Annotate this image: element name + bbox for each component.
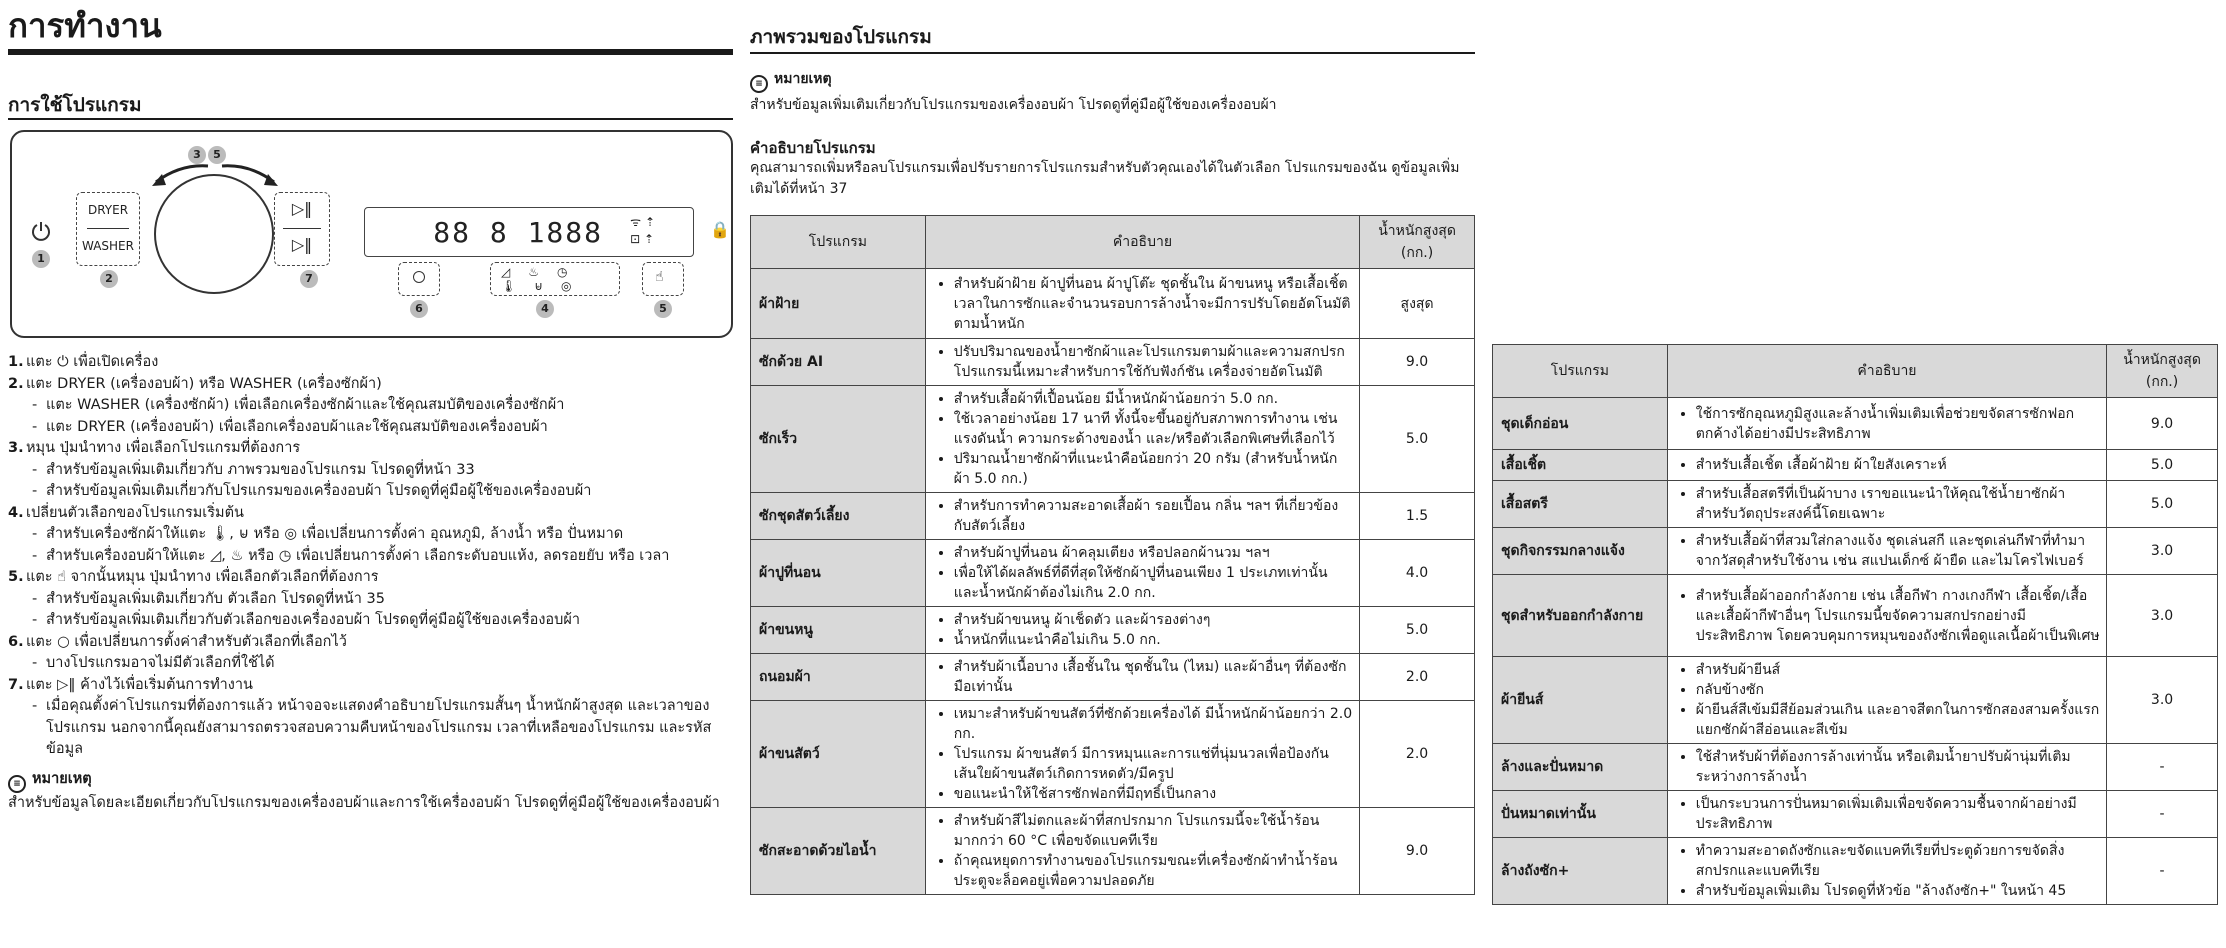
program-description-text: คุณสามารถเพิ่มหรือลบโปรแกรมเพื่อปรับรายการโปรแกรมสำหรับตัวคุณเองได้ในตัวเลือก โปรแกรมของฉัน ดูข้อมูลเพิ่มเติมได้ที่หน้า 37: [750, 160, 1460, 197]
program-description: [925, 808, 1359, 895]
section-title: การใช้โปรแกรม: [8, 94, 142, 116]
max-weight: 5.0: [1360, 386, 1475, 493]
description-item: • สำหรับเสื้อเชิ้ต เสื้อผ้าฝ้าย ผ้าใยสังเคราะห์: [1696, 455, 2100, 475]
program-table-1-body: [751, 269, 1475, 895]
header-program: โปรแกรม: [751, 216, 926, 269]
callout-6: 6: [410, 300, 428, 318]
table-row: [1493, 481, 2218, 528]
table-row: [1493, 657, 2218, 744]
description-item: • ปริมาณน้ำยาซักผ้าที่แนะนำคือน้อยกว่า 20 กรัม (สำหรับน้ำหนักผ้า 5.0 กก.): [954, 449, 1353, 489]
start-pause-icon-dryer: ▷‖: [291, 235, 313, 254]
max-weight: 9.0: [1360, 808, 1475, 895]
callout-5: 5: [654, 300, 672, 318]
start-pause-icon-washer: ▷‖: [291, 199, 313, 218]
step-num: 2.: [8, 375, 24, 392]
callout-4: 4: [536, 300, 554, 318]
program-overview-title: ภาพรวมของโปรแกรม: [750, 26, 932, 48]
selector-divider: [87, 228, 129, 229]
max-weight: 4.0: [1360, 540, 1475, 607]
step-text: เปลี่ยนตัวเลือกของโปรแกรมเริ่มต้น: [26, 504, 244, 521]
description-item: • สำหรับผ้าเนื้อบาง เสื้อชั้นใน ชุดชั้นใน (ไหม) และผ้าอื่นๆ ที่ต้องซักมือเท่านั้น: [954, 657, 1353, 697]
program-description: [925, 540, 1359, 607]
program-name: ผ้าขนสัตว์: [751, 701, 926, 808]
max-weight: 1.5: [1360, 493, 1475, 540]
table-row: [1493, 838, 2218, 905]
mid-note-heading: [750, 68, 832, 93]
step-3: [8, 438, 733, 460]
step-num: 3.: [8, 440, 24, 456]
step-text: แตะ ▷‖ ค้างไว้เพื่อเริ่มต้นการทำงาน: [26, 676, 253, 693]
max-weight: 5.0: [1360, 607, 1475, 654]
program-description: [1667, 744, 2106, 791]
description-item: • สำหรับผ้าฝ้าย ผ้าปูที่นอน ผ้าปูโต๊ะ ชุดชั้นใน ผ้าขนหนู หรือเสื้อเชิ้ต เวลาในการซักและจำนวนรอบการล้างน้ำจะมีการปรับโดยอัตโนมัติตามน้ำหนัก: [954, 274, 1353, 334]
program-description: [1667, 481, 2106, 528]
program-name: ผ้าฝ้าย: [751, 269, 926, 339]
max-weight: 3.0: [2107, 528, 2218, 575]
control-panel-diagram: [10, 130, 733, 338]
lock-icon: 🔒: [710, 220, 730, 239]
description-item: • น้ำหนักที่แนะนำคือไม่เกิน 5.0 กก.: [954, 630, 1353, 650]
description-item: • ทำความสะอาดถังซักและขจัดแบคทีเรียที่ประตูด้วยการขจัดสิ่งสกปรกและแบคทีเรีย: [1696, 841, 2100, 881]
cycle-settings-buttons: [490, 262, 620, 296]
max-weight: 3.0: [2107, 657, 2218, 744]
program-name: ชุดกิจกรรมกลางแจ้ง: [1493, 528, 1668, 575]
table-row: [1493, 791, 2218, 838]
step-sub: - สำหรับข้อมูลเพิ่มเติมเกี่ยวกับ ตัวเลือก โปรดดูที่หน้า 35: [8, 589, 733, 611]
description-item: • สำหรับผ้าสีไม่ตกและผ้าที่สกปรกมาก โปรแกรมนี้จะใช้น้ำร้อนมากกว่า 60 °C เพื่อขจัดแบคทีเรีย: [954, 811, 1353, 851]
description-item: • สำหรับการทำความสะอาดเสื้อผ้า รอยเปื้อน กลิ่น ฯลฯ ที่เกี่ยวข้องกับสัตว์เลี้ยง: [954, 496, 1353, 536]
table-row: [1493, 575, 2218, 657]
table-row: [1493, 744, 2218, 791]
header-description: คำอธิบาย: [1667, 345, 2106, 398]
description-item: • สำหรับเสื้อผ้าออกกำลังกาย เช่น เสื้อกีฬา กางเกงกีฬา เสื้อเชิ้ต/เสื้อและเสื้อผ้ากีฬาอื่นๆ โปรแกรมนี้ขจัดความสกปรกอย่างมีประสิทธิภาพ โดยควบคุมการหมุนของถังซักเพื่อดูแลเนื้อผ้าเป็นพิเศษ: [1696, 586, 2100, 646]
step-text: แตะ ☝ จากนั้นหมุน ปุ่มนำทาง เพื่อเลือกตัวเลือกที่ต้องการ: [26, 569, 379, 585]
step-text: แตะ ⏻ เพื่อเปิดเครื่อง: [26, 354, 159, 370]
program-description: [925, 701, 1359, 808]
table-row: [751, 607, 1475, 654]
program-name: ผ้ายีนส์: [1493, 657, 1668, 744]
program-name: ล้างถังซัก+: [1493, 838, 1668, 905]
table-row: [751, 701, 1475, 808]
program-name: ปั่นหมาดเท่านั้น: [1493, 791, 1668, 838]
step-sub: - บางโปรแกรมอาจไม่มีตัวเลือกที่ใช้ได้: [8, 653, 733, 675]
table-row: [751, 339, 1475, 386]
callout-1: 1: [32, 250, 50, 268]
dryer-label: DRYER: [87, 203, 129, 217]
max-weight: 3.0: [2107, 575, 2218, 657]
program-name: ซักสะอาดด้วยไอน้ำ: [751, 808, 926, 895]
callout-3: 3: [188, 146, 206, 164]
hand-touch-icon: ☝: [655, 269, 664, 285]
step-sub: - สำหรับข้อมูลเพิ่มเติมเกี่ยวกับตัวเลือกของเครื่องอบผ้า โปรดดูที่คู่มือผู้ใช้ของเครื่องอบผ้า: [8, 610, 733, 632]
max-weight: -: [2107, 791, 2218, 838]
table-row: [751, 493, 1475, 540]
max-weight: 2.0: [1360, 654, 1475, 701]
description-item: • สำหรับข้อมูลเพิ่มเติม โปรดดูที่หัวข้อ "ล้างถังซัก+" ในหน้า 45: [1696, 881, 2100, 901]
program-name: ซักด้วย AI: [751, 339, 926, 386]
description-item: • สำหรับผ้าขนหนู ผ้าเช็ดตัว และผ้ารองต่างๆ: [954, 610, 1353, 630]
program-name: ซักชุดสัตว์เลี้ยง: [751, 493, 926, 540]
description-item: • ปรับปริมาณของน้ำยาซักผ้าและโปรแกรมตามผ้าและความสกปรก โปรแกรมนี้เหมาะสำหรับการใช้กับฟังก์ชัน เครื่องจ่ายอัตโนมัติ: [954, 342, 1353, 382]
dryer-settings-icons: ◿♨◷: [501, 265, 586, 279]
option-button: [398, 262, 440, 296]
table-row: [751, 654, 1475, 701]
program-name: ชุดเด็กอ่อน: [1493, 398, 1668, 450]
step-text: แตะ ○ เพื่อเปลี่ยนการตั้งค่าสำหรับตัวเลือกที่เลือกไว้: [26, 633, 347, 650]
program-description: [1667, 657, 2106, 744]
table-row: [1493, 450, 2218, 481]
washer-settings-icons: 🌡⊌◎: [501, 279, 590, 293]
title-rule: [8, 49, 733, 55]
description-item: • กลับข้างซัก: [1696, 680, 2100, 700]
program-description: [925, 654, 1359, 701]
program-description: [1667, 398, 2106, 450]
program-table-1: [750, 215, 1475, 895]
step-text: แตะ DRYER (เครื่องอบผ้า) หรือ WASHER (เครื่องซักผ้า): [26, 375, 382, 392]
description-item: • สำหรับเสื้อผ้าที่สวมใส่กลางแจ้ง ชุดเล่นสกี และชุดเล่นกีฬาที่ทำมาจากวัสดุสำหรับใช้งาน เช่น สแปนเด็กซ์ ผ้ายืด และไมโครไฟเบอร์: [1696, 531, 2100, 571]
program-description: [1667, 528, 2106, 575]
program-description: [1667, 791, 2106, 838]
program-name: ถนอมผ้า: [751, 654, 926, 701]
step-sub: - สำหรับข้อมูลเพิ่มเติมเกี่ยวกับโปรแกรมของเครื่องอบผ้า โปรดดูที่คู่มือผู้ใช้ของเครื่องอบผ้า: [8, 481, 733, 503]
header-weight: น้ำหนักสูงสุด (กก.): [2107, 345, 2218, 398]
table-row: [751, 269, 1475, 339]
step-num: 5.: [8, 569, 24, 585]
program-description: [1667, 838, 2106, 905]
start-pause-buttons: [274, 192, 330, 266]
display-digits: 88 8 1888: [433, 216, 603, 249]
program-name: ซักเร็ว: [751, 386, 926, 493]
smart-option-button: [642, 262, 684, 296]
max-weight: 5.0: [2107, 481, 2218, 528]
navigation-dial: [154, 174, 274, 294]
description-item: • ถ้าคุณหยุดการทำงานของโปรแกรมขณะที่เครื่องซักผ้าทำน้ำร้อน ประตูจะล็อคอยู่เพื่อความปลอดภัย: [954, 851, 1353, 891]
note-heading: [8, 769, 733, 793]
step-sub: - แตะ DRYER (เครื่องอบผ้า) เพื่อเลือกเครื่องอบผ้าและใช้คุณสมบัติของเครื่องอบผ้า: [8, 417, 733, 439]
description-item: • ใช้การซักอุณหภูมิสูงและล้างน้ำเพิ่มเติมเพื่อช่วยขจัดสารซักฟอกตกค้างได้อย่างมีประสิทธิภาพ: [1696, 404, 2100, 444]
description-item: • เหมาะสำหรับผ้าขนสัตว์ที่ซักด้วยเครื่องได้ มีน้ำหนักผ้าน้อยกว่า 2.0 กก.: [954, 704, 1353, 744]
operation-steps: [8, 352, 733, 814]
description-item: • สำหรับเสื้อสตรีที่เป็นผ้าบาง เราขอแนะนำให้คุณใช้น้ำยาซักผ้าสำหรับวัตถุประสงค์นี้โดยเฉพาะ: [1696, 484, 2100, 524]
washer-label: WASHER: [82, 239, 134, 253]
program-description: [1667, 575, 2106, 657]
step-sub: - สำหรับเครื่องซักผ้าให้แตะ 🌡, ⊌ หรือ ◎ เพื่อเปลี่ยนการตั้งค่า อุณหภูมิ, ล้างน้ำ หรือ ปั่นหมาด: [8, 524, 733, 546]
step-sub: - สำหรับเครื่องอบผ้าให้แตะ ◿, ♨ หรือ ◷ เพื่อเปลี่ยนการตั้งค่า เลือกระดับอบแห้ง, ลดรอยยับ หรือ เวลา: [8, 546, 733, 568]
description-item: • สำหรับผ้าปูที่นอน ผ้าคลุมเตียง หรือปลอกผ้านวม ฯลฯ: [954, 543, 1353, 563]
max-weight: 2.0: [1360, 701, 1475, 808]
header-program: โปรแกรม: [1493, 345, 1668, 398]
max-weight: 9.0: [1360, 339, 1475, 386]
max-weight: 9.0: [2107, 398, 2218, 450]
step-sub: - สำหรับข้อมูลเพิ่มเติมเกี่ยวกับ ภาพรวมของโปรแกรม โปรดดูที่หน้า 33: [8, 460, 733, 482]
table-row: [1493, 398, 2218, 450]
program-description: [925, 269, 1359, 339]
step-num: 4.: [8, 504, 24, 521]
program-table-2-body: [1493, 398, 2218, 905]
program-description: [925, 493, 1359, 540]
program-description-title: คำอธิบายโปรแกรม: [750, 139, 876, 157]
start-divider: [283, 228, 321, 229]
option-circle-icon: [413, 271, 425, 283]
callout-2: 2: [100, 270, 118, 288]
max-weight: 5.0: [2107, 450, 2218, 481]
description-item: • ผ้ายีนส์สีเข้มมีสีย้อมส่วนเกิน และอาจสีตกในการซักสองสามครั้งแรก แยกซักผ้าสีอ่อนและสีเข้ม: [1696, 700, 2100, 740]
callout-5-top: 5: [208, 146, 226, 164]
max-weight: -: [2107, 744, 2218, 791]
program-name: เสื้อสตรี: [1493, 481, 1668, 528]
description-item: • เพื่อให้ได้ผลลัพธ์ที่ดีที่สุดให้ซักผ้าปูที่นอนเพียง 1 ประเภทเท่านั้น และน้ำหนักผ้าต้องไม่เกิน 2.0 กก.: [954, 563, 1353, 603]
mid-title-rule: [750, 52, 1475, 54]
table-row: [1493, 528, 2218, 575]
step-4: [8, 503, 733, 525]
header-description: คำอธิบาย: [925, 216, 1359, 269]
max-weight: สูงสุด: [1360, 269, 1475, 339]
description-item: • สำหรับเสื้อผ้าที่เปื้อนน้อย มีน้ำหนักผ้าน้อยกว่า 5.0 กก.: [954, 389, 1353, 409]
program-description: [925, 386, 1359, 493]
power-icon: [30, 220, 52, 242]
table-row: [751, 540, 1475, 607]
program-name: เสื้อเชิ้ต: [1493, 450, 1668, 481]
step-1: [8, 352, 733, 374]
step-5: [8, 567, 733, 589]
description-item: • ใช้สำหรับผ้าที่ต้องการล้างเท่านั้น หรือเติมน้ำยาปรับผ้านุ่มที่เติมระหว่างการล้างน้ำ: [1696, 747, 2100, 787]
description-item: • ขอแนะนำให้ใช้สารซักฟอกที่มีฤทธิ์เป็นกลาง: [954, 784, 1353, 804]
step-sub: - เมื่อคุณตั้งค่าโปรแกรมที่ต้องการแล้ว หน้าจอจะแสดงคำอธิบายโปรแกรมสั้นๆ น้ำหนักผ้าสูงสุด และเวลาของโปรแกรม นอกจากนี้คุณยังสามารถตรวจสอบความคืบหน้าของโปรแกรม เวลาที่เหลือของโปรแกรม และรหัสข้อมูล: [8, 696, 733, 761]
description-item: • โปรแกรม ผ้าขนสัตว์ มีการหมุนและการแช่ที่นุ่มนวลเพื่อป้องกันเส้นใยผ้าขนสัตว์เกิดการหดตัว/มีครูป: [954, 744, 1353, 784]
step-num: 6.: [8, 633, 24, 650]
step-num: 1.: [8, 354, 24, 370]
program-name: ล้างและปั่นหมาด: [1493, 744, 1668, 791]
program-description: [1667, 450, 2106, 481]
step-num: 7.: [8, 676, 24, 693]
program-description: [925, 607, 1359, 654]
table-row: [751, 808, 1475, 895]
callout-7: 7: [300, 270, 318, 288]
program-name: ชุดสำหรับออกกำลังกาย: [1493, 575, 1668, 657]
program-description: [925, 339, 1359, 386]
description-item: • ใช้เวลาอย่างน้อย 17 นาที ทั้งนี้จะขึ้นอยู่กับสภาพการทำงาน เช่น แรงดันน้ำ ความกระด้างของน้ำ และ/หรือตัวเลือกพิเศษที่เลือกไว้: [954, 409, 1353, 449]
step-2: [8, 374, 733, 396]
description-item: • สำหรับผ้ายีนส์: [1696, 660, 2100, 680]
step-text: หมุน ปุ่มนำทาง เพื่อเลือกโปรแกรมที่ต้องการ: [26, 440, 301, 456]
program-table-2: [1492, 344, 2218, 905]
page-title: การทำงาน: [8, 6, 162, 45]
wifi-icon: ᯤ ⇡ ⊡ ⇡: [630, 215, 655, 246]
step-sub: - แตะ WASHER (เครื่องซักผ้า) เพื่อเลือกเครื่องซักผ้าและใช้คุณสมบัติของเครื่องซักผ้า: [8, 395, 733, 417]
step-7: [8, 675, 733, 697]
note-text: สำหรับข้อมูลโดยละเอียดเกี่ยวกับโปรแกรมของเครื่องอบผ้าและการใช้เครื่องอบผ้า โปรดดูที่คู่มือผู้ใช้ของเครื่องอบผ้า: [8, 794, 720, 811]
max-weight: -: [2107, 838, 2218, 905]
table-row: [751, 386, 1475, 493]
digital-display: [364, 207, 694, 257]
note-heading-text: หมายเหตุ: [32, 770, 92, 787]
description-item: • เป็นกระบวนการปั่นหมาดเพิ่มเติมเพื่อขจัดความชื้นจากผ้าอย่างมีประสิทธิภาพ: [1696, 794, 2100, 834]
program-name: ผ้าขนหนู: [751, 607, 926, 654]
mid-note-heading-text: หมายเหตุ: [774, 71, 832, 87]
program-name: ผ้าปูที่นอน: [751, 540, 926, 607]
mid-note-text: สำหรับข้อมูลเพิ่มเติมเกี่ยวกับโปรแกรมของเครื่องอบผ้า โปรดดูที่คู่มือผู้ใช้ของเครื่องอบผ้า: [750, 97, 1277, 113]
step-6: [8, 632, 733, 654]
note-icon: ≡: [750, 75, 768, 93]
note-icon: ≡: [8, 775, 26, 793]
section-rule: [8, 118, 733, 120]
dryer-washer-selector: [76, 192, 140, 266]
header-weight: น้ำหนักสูงสุด (กก.): [1360, 216, 1475, 269]
